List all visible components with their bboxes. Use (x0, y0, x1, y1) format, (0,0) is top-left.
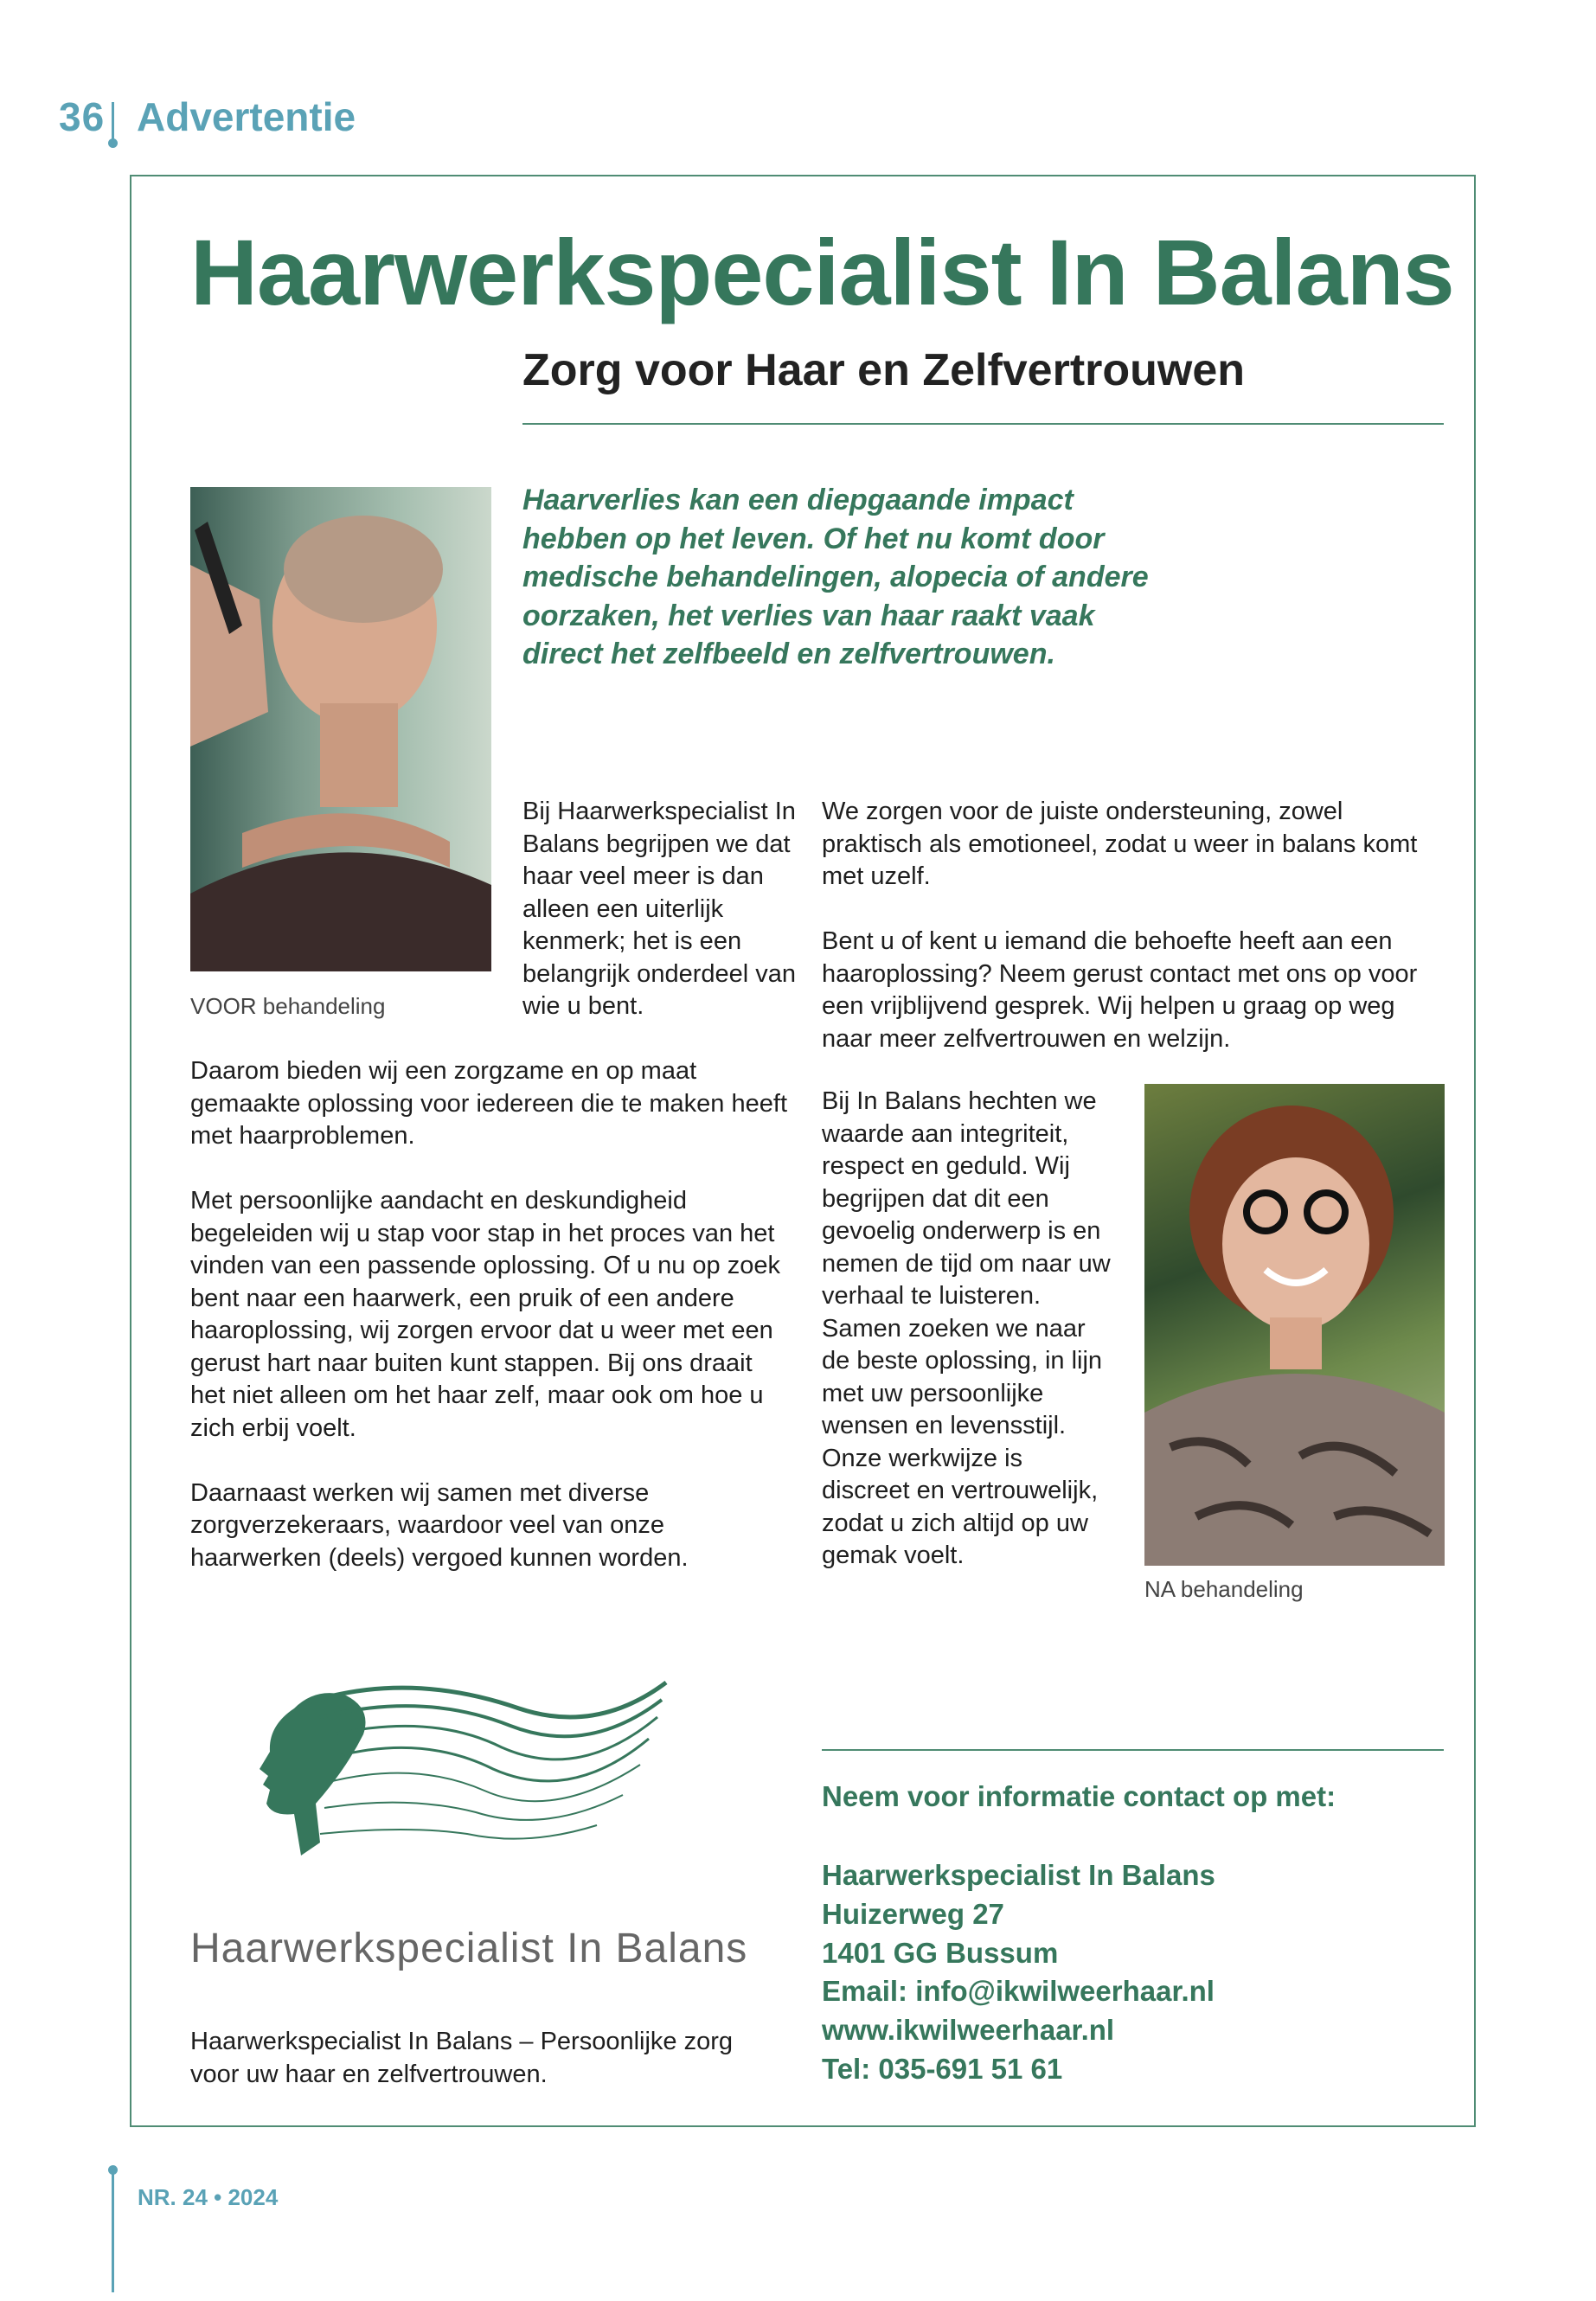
flowing-hair-profile-icon (234, 1674, 683, 1912)
paragraph-beside-after-photo: Bij In Balans hechten we waarde aan integriteit, respect en geduld. Wij begrijpen dat dit een gevoelig onderwerp is en nemen de tijd om naar uw verhaal te luisteren. Samen zoeken we naar de beste oplossing, in lijn met uw persoonlijke wensen en levensstijl. Onze werkwijze is discreet en vertrouwelijk, zodat u zich altijd op uw gemak voelt. (822, 1087, 1111, 1569)
intro-text: Haarverlies kan een diepgaande impact hebben op het leven. Of het nu komt door medische behandelingen, alopecia of andere oorzaken, het verlies van haar raakt vaak direct het zelfbeeld en zelfvertrouwen. (522, 484, 1149, 671)
paragraph-beside-photo: Bij Haarwerkspecialist In Balans begrijpen we dat haar veel meer is dan alleen een uiterlijk kenmerk; het is een belangrijk onderdeel van wie u bent. (522, 798, 796, 1020)
footer-divider-dot (108, 2165, 118, 2175)
ad-title: Haarwerkspecialist In Balans (190, 220, 1454, 324)
page-number-divider-dot (108, 138, 118, 148)
ad-subtitle: Zorg voor Haar en Zelfvertrouwen (522, 345, 1246, 395)
company-logo (234, 1674, 683, 1912)
left-paragraph-3: Daarnaast werken wij samen met diverse zorgverzekeraars, waardoor veel van onze haarwerken (deels) vergoed kunnen worden. (190, 1478, 689, 1572)
contact-name: Haarwerkspecialist In Balans (822, 1859, 1215, 1891)
contact-city: 1401 GG Bussum (822, 1936, 1059, 1969)
contact-heading: Neem voor informatie contact op met: (822, 1780, 1336, 1812)
subtitle-divider (522, 423, 1444, 425)
after-treatment-photo (1144, 1084, 1445, 1566)
before-photo-illustration (190, 487, 491, 971)
left-paragraph-1: Daarom bieden wij een zorgzame en op maat gemaakte oplossing voor iedereen die te maken heeft met haarproblemen. (190, 1057, 787, 1150)
before-treatment-photo (190, 487, 491, 971)
footer-divider (112, 2169, 114, 2292)
tagline: Haarwerkspecialist In Balans – Persoonlijke zorg voor uw haar en zelfvertrouwen. (190, 2028, 734, 2088)
contact-website[interactable]: www.ikwilweerhaar.nl (822, 2014, 1115, 2047)
contact-street: Huizerweg 27 (822, 1897, 1004, 1930)
section-label: Advertentie (137, 94, 356, 139)
after-photo-illustration (1144, 1084, 1445, 1566)
before-photo-caption: VOOR behandeling (190, 993, 386, 1019)
right-paragraph-2: Bent u of kent u iemand die behoefte heeft aan een haaroplossing? Neem gerust contact met ons op voor een vrijblijvend gesprek. Wij helpen u graag op weg naar meer zelfvertrouwen en welzijn. (822, 927, 1418, 1053)
issue-number: NR. 24 • 2024 (138, 2184, 279, 2210)
contact-email[interactable]: Email: info@ikwilweerhaar.nl (822, 1975, 1215, 2008)
left-paragraph-2: Met persoonlijke aandacht en deskundigheid begeleiden wij u stap voor stap in het proces van het vinden van een passende oplossing. Of u nu op zoek bent naar een haarwerk, een pruik of een andere haaroplossing, wij zorgen ervoor dat u weer met een gerust hart naar buiten kunt stappen. Bij ons draait het niet alleen om het haar zelf, maar ook om hoe u zich erbij voelt. (190, 1187, 780, 1442)
contact-phone[interactable]: Tel: 035-691 51 61 (822, 2052, 1063, 2085)
page-number: 36 (59, 94, 106, 139)
contact-details (822, 1856, 1215, 2089)
contact-divider (822, 1749, 1444, 1751)
right-paragraph-1: We zorgen voor de juiste ondersteuning, zowel praktisch als emotioneel, zodat u weer in balans komt met uzelf. (822, 798, 1418, 890)
logo-wordmark: Haarwerkspecialist In Balans (190, 1926, 748, 1971)
after-photo-caption: NA behandeling (1144, 1576, 1304, 1602)
left-column (190, 1055, 787, 1607)
right-column (822, 796, 1444, 1088)
